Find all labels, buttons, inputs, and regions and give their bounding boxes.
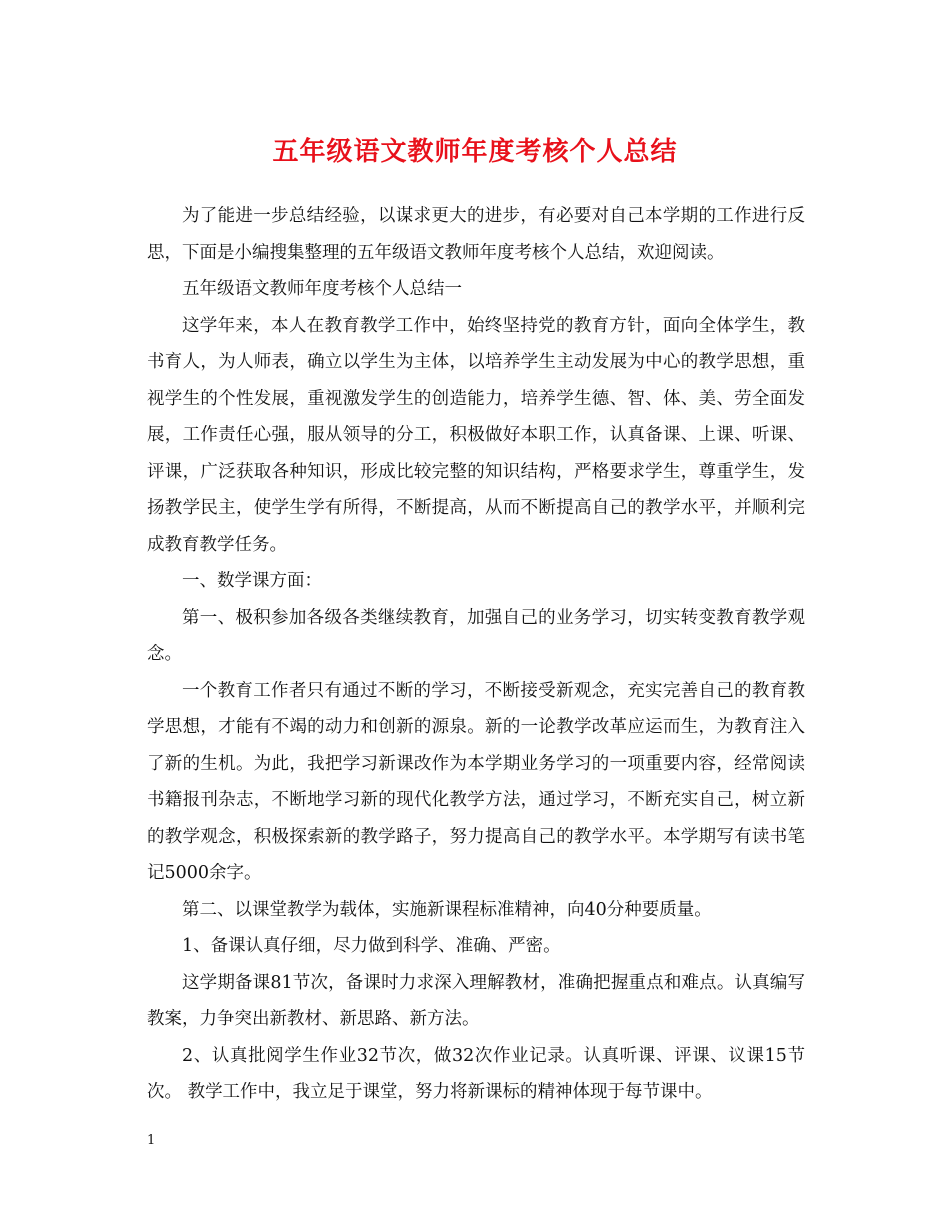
paragraph-point-two: 第二、以课堂教学为载体，实施新课程标准精神，向40分种要质量。 [182,899,712,920]
document-body [147,198,805,1111]
paragraph-section-heading: 五年级语文教师年度考核个人总结一 [182,279,462,299]
paragraph-intro: 为了能进一步总结经验，以谋求更大的进步，有必要对自己本学期的工作进行反思，下面是小编搜集整理的五年级语文教师年度考核个人总结，欢迎阅读。 [147,206,805,263]
paragraph-summary: 这学年来，本人在教育教学工作中，始终坚持党的教育方针，面向全体学生，教书育人，为人师表，确立以学生为主体，以培养学生主动发展为中心的教学思想，重视学生的个性发展，重视激发学生的创造能力，培养学生德、智、体、美、劳全面发展，工作责任心强，服从领导的分工，积极做好本职工作，认真备课、上课、听课、评课，广泛获取各种知识，形成比较完整的知识结构，严格要求学生，尊重学生，发扬教学民主，使学生学有所得，不断提高，从而不断提高自己的教学水平，并顺利完成教育教学任务。 [147,315,805,555]
paragraph-point-one: 第一、极积参加各级各类继续教育，加强自己的业务学习，切实转变教育教学观念。 [147,607,805,664]
paragraph-lesson-prep: 这学期备课81节次，备课时力求深入理解教材，准确把握重点和难点。认真编写教案，力争突出新教材、新思路、新方法。 [147,972,805,1029]
paragraph-math-heading: 一、数学课方面： [182,571,322,591]
page-number: 1 [147,1133,156,1148]
paragraph-item-one: 1、备课认真仔细，尽力做到科学、准确、严密。 [182,936,561,956]
paragraph-learning: 一个教育工作者只有通过不断的学习，不断接受新观念，充实完善自己的教育教学思想，才能有不竭的动力和创新的源泉。新的一论教学改革应运而生，为教育注入了新的生机。为此，我把学习新课改作为本学期业务学习的一项重要内容，经常阅读书籍报刊杂志，不断地学习新的现代化教学方法，通过学习，不断充实自己，树立新的教学观念，积极探索新的教学路子，努力提高自己的教学水平。本学期写有读书笔记5000余字。 [147,680,805,883]
paragraph-item-two: 2、认真批阅学生作业32节次，做32次作业记录。认真听课、评课、议课15节次。 教学工作中，我立足于课堂，努力将新课标的精神体现于每节课中。 [147,1045,805,1102]
document-title: 五年级语文教师年度考核个人总结 [272,137,678,167]
